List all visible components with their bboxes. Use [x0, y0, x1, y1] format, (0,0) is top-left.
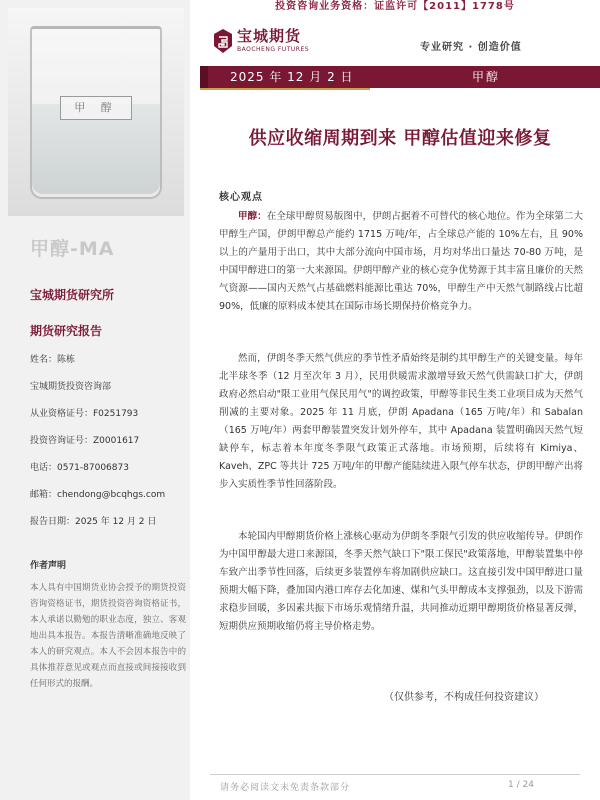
report-title: 供应收缩周期到来 甲醇估值迎来修复: [248, 128, 552, 149]
beaker-label: 甲 醇: [60, 96, 132, 120]
paragraph-1-text: 在全球甲醇贸易版图中，伊朗占据着不可替代的核心地位。作为全球第二大甲醇生产国，伊朗甲醇总产能约 1715 万吨/年，占全球总产能的 10%左右，且 90%以上的产量用于出口，其中大部分流向中国市场，月均对华出口量达 70-80 万吨，是中国甲醇进口的第一大来源国。伊朗甲醇产业的核心竞争优势源于其丰富且廉价的天然气资源——国内天然气占基础燃料能源比重达 70%，甲醇生产中天然气制路线占比超 90%，低廉的原料成本使其在国际市场长期保持价格竞争力。: [219, 211, 583, 312]
logo-text-en: BAOCHENG FUTURES: [237, 46, 310, 53]
paragraph-lead: 甲醇：: [238, 211, 267, 222]
analyst-department: 宝城期货投资咨询部: [30, 382, 112, 392]
header-date: 2025 年 12 月 2 日: [230, 70, 354, 84]
institute-name: 宝城期货研究所: [30, 288, 115, 302]
analyst-qualification: 从业资格证号：F0251793: [30, 409, 139, 419]
declaration-text: 本人具有中国期货业协会授予的期货投资咨询资格证书，期货投资咨询资格证书，本人承诺以勤勉的职业态度，独立、客观地出具本报告。本报告清晰准确地反映了本人的研究观点。本人不会因本报告中的具体推荐意见或观点而直接或间接接收到任何形式的报酬。: [30, 583, 186, 689]
footer-divider: [210, 774, 580, 775]
sidebar: [0, 0, 190, 800]
company-logo: [213, 26, 325, 62]
analyst-email: 邮箱：chendong@bcqhgs.com: [30, 490, 166, 500]
date-bar: [200, 66, 600, 88]
footer-notice: 请务必阅读文末免责条款部分: [220, 783, 351, 793]
logo-mark-icon: [213, 28, 233, 54]
analyst-consult-cert: 投资咨询证号：Z0001617: [30, 436, 140, 446]
paragraph-2: 然而，伊朗冬季天然气供应的季节性矛盾始终是制约其甲醇生产的关键变量。每年北半球冬季（12 月至次年 3 月），民用供暖需求激增导致天然气供需缺口扩大，伊朗政府必然启动"限工业用气保民用气"的调控政策，甲醇等非民生类工业项目成为天然气削减的主要对象。2025 年 11 月底，伊朗 Apadana（165 万吨/年）和 Sabalan（165 万吨/年）两套甲醇装置突发计划外停车，其中 Apadana 装置明确因天然气短缺停车，标志着本年度冬季限气政策正式落地。市场预期，后续将有 Kimiya、Kaveh、ZPC 等共计 725 万吨/年的甲醇产能陆续进入限气停车状态，伊朗甲醇产出将步入实质性季节性回落阶段。: [219, 353, 583, 490]
slogan: 专业研究 · 创造价值: [420, 42, 522, 53]
license-banner: 投资咨询业务资格：证监许可【2011】1778号: [275, 1, 515, 12]
header-product: 甲醇: [472, 70, 501, 84]
logo-text-cn: 宝城期货: [237, 27, 302, 45]
section-title: 核心观点: [219, 192, 263, 203]
investment-note: （仅供参考，不构成任何投资建议）: [384, 692, 544, 703]
product-code: 甲醇-MA: [30, 238, 115, 260]
declaration-title: 作者声明: [30, 561, 67, 571]
cover-image: [8, 8, 184, 216]
paragraph-1: [219, 208, 583, 316]
report-type: 期货研究报告: [30, 324, 103, 338]
report-date: 报告日期：2025 年 12 月 2 日: [30, 517, 157, 527]
analyst-name: 姓名：陈栋: [30, 355, 76, 365]
accent-line: [200, 88, 370, 90]
analyst-info: [30, 354, 185, 543]
paragraph-3: 本轮国内甲醇期货价格上涨核心驱动为伊朗冬季限气引发的供应收缩传导。伊朗作为中国甲醇最大进口来源国，冬季天然气缺口下"限工保民"政策落地，甲醇装置集中停车致产出季节性回落，后续更多装置停车将加剧供应缺口。这直接引发中国甲醇进口量预期大幅下降，叠加国内港口库存去化加速、煤和气头甲醇成本支撑强劲，以及下游需求稳步回暖，多因素共振下市场乐观情绪升温，共同推动近期甲醇期货价格显著反弹，短期供应预期收缩仍将主导价格走势。: [219, 531, 583, 632]
analyst-phone: 电话：0571-87006873: [30, 463, 129, 473]
page-number: 1 / 24: [508, 780, 534, 790]
